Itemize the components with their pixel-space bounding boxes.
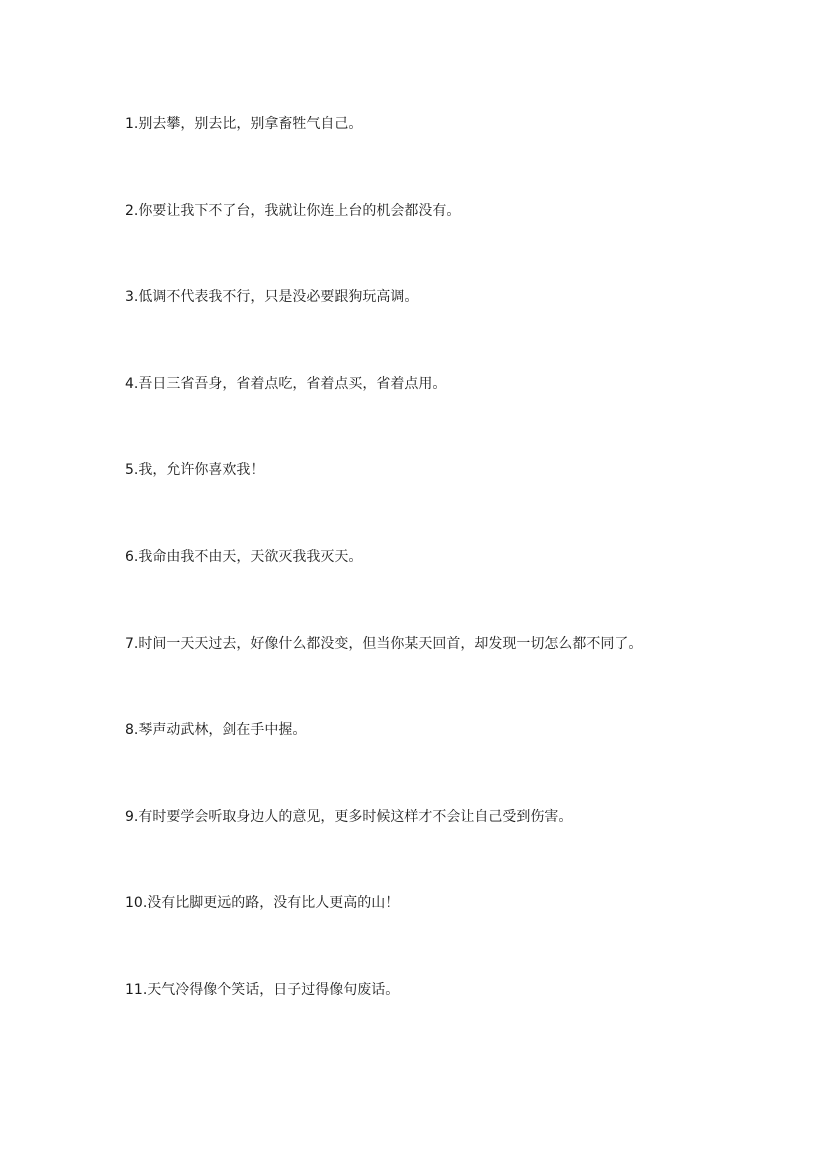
quote-line-9: 9.有时要学会听取身边人的意见，更多时候这样才不会让自己受到伤害。 bbox=[125, 808, 573, 825]
quote-line-6: 6.我命由我不由天，天欲灭我我灭天。 bbox=[125, 548, 363, 565]
quote-line-3: 3.低调不代表我不行，只是没必要跟狗玩高调。 bbox=[125, 289, 419, 306]
quote-line-10: 10.没有比脚更远的路，没有比人更高的山！ bbox=[125, 895, 400, 912]
quote-line-4: 4.吾日三省吾身，省着点吃，省着点买，省着点用。 bbox=[125, 375, 447, 392]
quote-list bbox=[125, 112, 805, 1065]
quote-line-5: 5.我，允许你喜欢我！ bbox=[125, 462, 265, 479]
quote-line-8: 8.琴声动武林，剑在手中握。 bbox=[125, 722, 307, 739]
quote-line-11: 11.天气冷得像个笑话，日子过得像句废话。 bbox=[125, 981, 400, 998]
quote-line-1: 1.别去攀，别去比，别拿畜牲气自己。 bbox=[125, 116, 363, 132]
quote-line-2: 2.你要让我下不了台，我就让你连上台的机会都没有。 bbox=[125, 202, 461, 219]
quote-line-7: 7.时间一天天过去，好像什么都没变，但当你某天回首，却发现一切怎么都不同了。 bbox=[125, 635, 643, 652]
